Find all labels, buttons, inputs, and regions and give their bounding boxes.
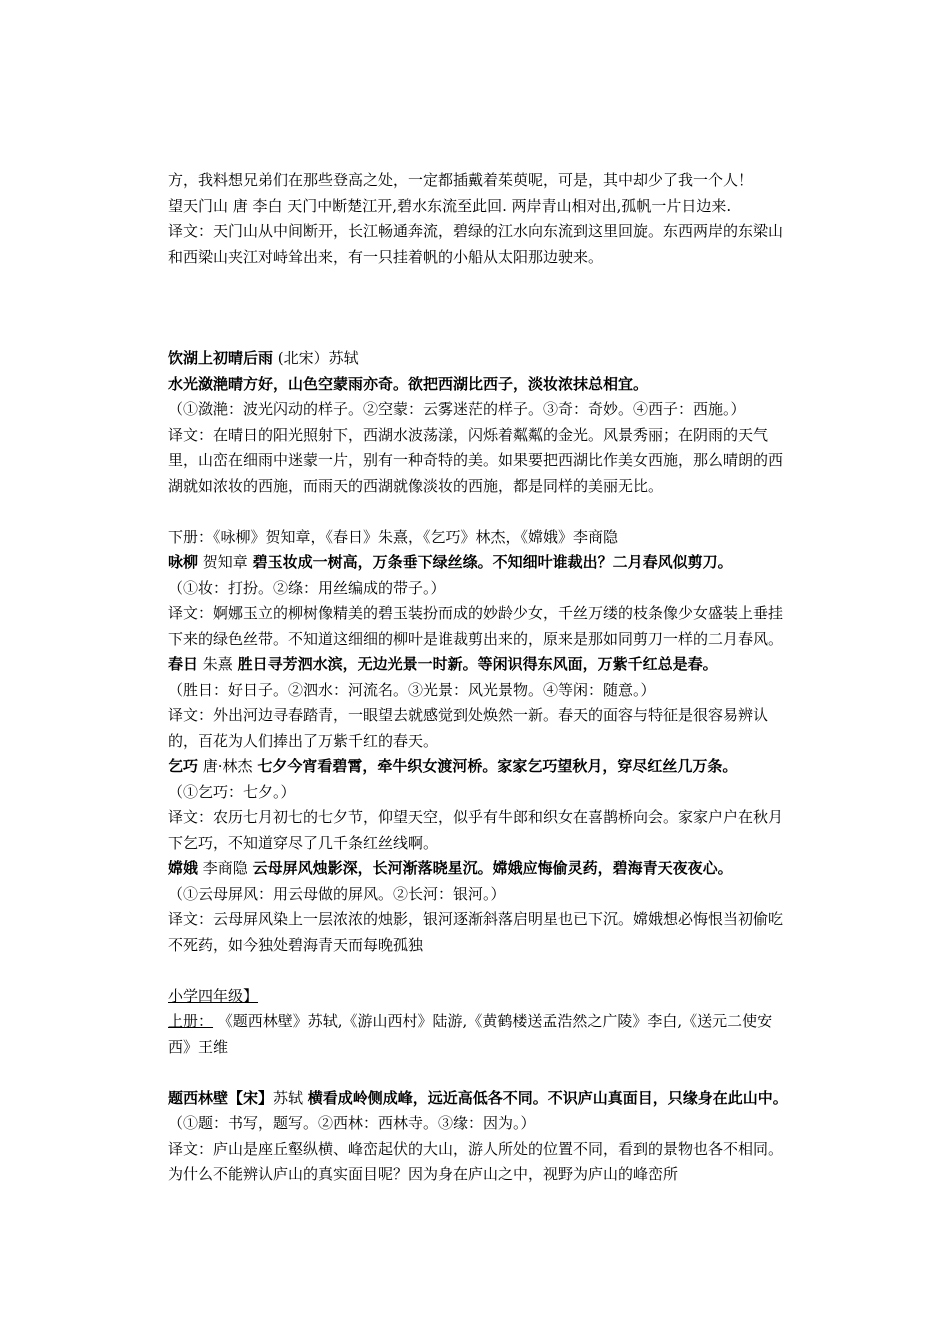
poem-text: 水光潋滟晴方好，山色空蒙雨亦奇。欲把西湖比西子，淡妆浓抹总相宜。 <box>168 374 649 393</box>
poem-author: 朱熹 <box>198 655 238 673</box>
poem-heading <box>168 754 788 780</box>
poem-translation: 译文：外出河边寻春踏青，一眼望去就感觉到处焕然一新。春天的面容与特征是很容易辨认的，百花为人们捧出了万紫千红的春天。 <box>168 706 769 750</box>
poem-text: 云母屏风烛影深，长河渐落晓星沉。嫦娥应悔偷灵药，碧海青天夜夜心。 <box>252 859 733 877</box>
paragraph: 译文：天门山从中间断开，长江畅通奔流，碧绿的江水向东流到这里回旋。东西两岸的东梁山和西梁山夹江对峙耸出来，有一只挂着帆的小船从太阳那边驶来。 <box>168 222 784 266</box>
poem-translation: 译文：庐山是座丘壑纵横、峰峦起伏的大山，游人所处的位置不同，看到的景物也各不相同。为什么不能辨认庐山的真实面目呢？因为身在庐山之中，视野为庐山的峰峦所 <box>168 1139 784 1183</box>
poem-title: 嫦娥 <box>168 859 199 877</box>
spacer <box>168 270 788 346</box>
poem-notes: （胜日：好日子。②泗水：河流名。③光景：风光景物。④等闲：随意。） <box>168 680 656 699</box>
poem-author: (北宋）苏轼 <box>273 349 359 367</box>
volume-items: 《题西林壁》苏轼,《游山西村》陆游,《黄鹤楼送孟浩然之广陵》李白,《送元二使安西》王维 <box>168 1012 773 1056</box>
poem-text: 七夕今宵看碧霄，牵牛织女渡河桥。家家乞巧望秋月，穿尽红丝几万条。 <box>257 757 738 775</box>
poem-notes: （①潋滟：波光闪动的样子。②空蒙：云雾迷茫的样子。③奇：奇妙。④西子：西施。） <box>168 400 746 418</box>
poem-notes: （①妆：打扮。②绦：用丝编成的带子。） <box>168 578 446 597</box>
poem-author: 唐·林杰 <box>198 757 258 775</box>
poem-text: 胜日寻芳泗水滨，无边光景一时新。等闲识得东风面，万紫千红总是春。 <box>237 655 718 673</box>
poem-notes: （①云母屏风：用云母做的屏风。②长河：银河。） <box>168 884 506 903</box>
grade-heading: 小学四年级】 <box>168 986 259 1005</box>
poem-title: 饮湖上初晴后雨 <box>168 349 274 367</box>
poem-title: 咏柳 <box>168 553 199 571</box>
poem-heading <box>168 652 788 678</box>
poem-title: 乞巧 <box>168 757 199 775</box>
poem-heading <box>168 856 788 882</box>
paragraph: 方，我料想兄弟们在那些登高之处，一定都插戴着茱萸呢，可是，其中却少了我一个人！ <box>168 171 754 189</box>
spacer <box>168 499 788 525</box>
spacer <box>168 958 788 984</box>
poem-translation: 译文：在晴日的阳光照射下，西湖水波荡漾，闪烁着粼粼的金光。风景秀丽；在阴雨的天气里，山峦在细雨中迷蒙一片，别有一种奇特的美。如果要把西湖比作美女西施，那么晴朗的西湖就如浓妆的西施，而雨天的西湖就像淡妆的西施，都是同样的美丽无比。 <box>168 425 784 495</box>
spacer <box>168 1060 788 1086</box>
poem-title: 春日 <box>168 655 199 673</box>
volume-label: 上册： <box>168 1012 214 1030</box>
poem-notes: （①题：书写，题写。②西林：西林寺。③缘：因为。） <box>168 1114 536 1132</box>
poem-translation: 译文：婀娜玉立的柳树像精美的碧玉装扮而成的妙龄少女，千丝万缕的枝条像少女盛装上垂挂下来的绿色丝带。不知道这细细的柳叶是谁裁剪出来的，原来是那如同剪刀一样的二月春风。 <box>168 604 784 648</box>
volume-list: 下册：《咏柳》贺知章，《春日》朱熹，《乞巧》林杰，《嫦娥》李商隐 <box>168 527 619 546</box>
poem-text: 碧玉妆成一树高，万条垂下绿丝绦。不知细叶谁裁出？二月春风似剪刀。 <box>252 553 733 571</box>
poem-heading <box>168 1086 788 1137</box>
paragraph: 望天门山 唐 李白 天门中断楚江开,碧水东流至此回. 两岸青山相对出,孤帆一片日边来. <box>168 196 732 215</box>
poem-author: 贺知章 <box>198 553 253 571</box>
poem-author: 苏轼 <box>273 1088 308 1107</box>
poem-author: 李商隐 <box>198 859 253 877</box>
poem-text: 横看成岭侧成峰，远近高低各不同。不识庐山真面目，只缘身在此山中。 <box>307 1088 788 1107</box>
page-body <box>168 168 788 1188</box>
volume-list <box>168 1009 788 1060</box>
poem-translation: 译文：农历七月初七的七夕节，仰望天空，似乎有牛郎和织女在喜鹊桥向会。家家户户在秋月下乞巧，不知道穿尽了几千条红丝线啊。 <box>168 808 784 852</box>
poem-title: 题西林壁【宋】 <box>168 1088 274 1107</box>
poem-notes: （①乞巧：七夕。） <box>168 782 296 801</box>
poem-heading <box>168 550 788 576</box>
poem-translation: 译文：云母屏风染上一层浓浓的烛影，银河逐渐斜落启明星也已下沉。嫦娥想必悔恨当初偷吃不死药，如今独处碧海青天而每晚孤独 <box>168 910 784 954</box>
poem-heading <box>168 346 788 372</box>
